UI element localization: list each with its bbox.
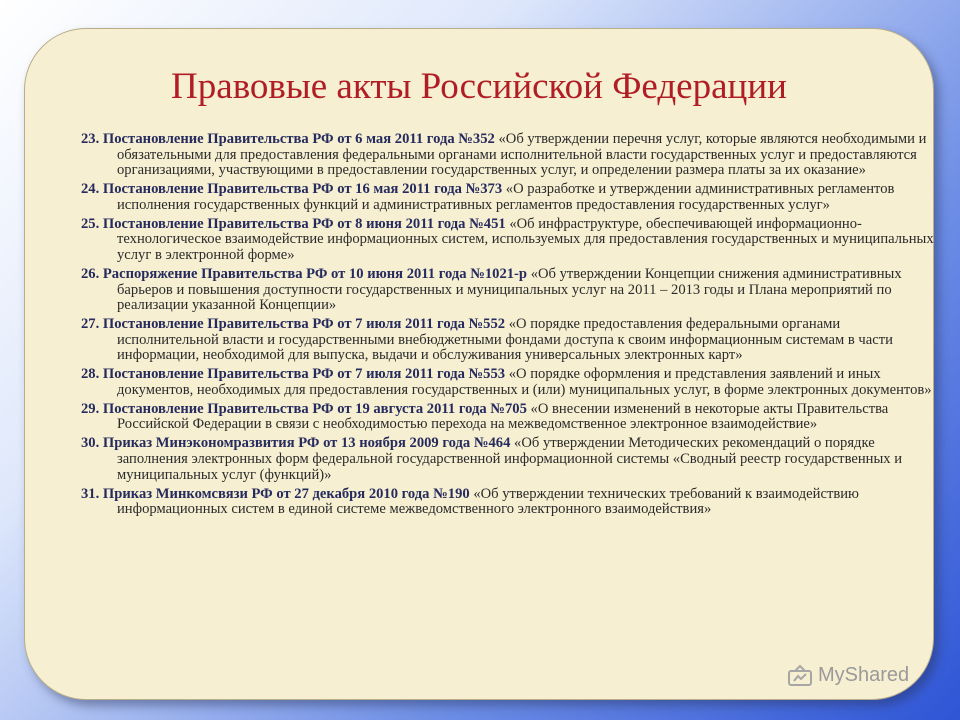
list-item xyxy=(81,267,937,314)
myshared-logo-icon xyxy=(788,664,812,686)
list-item xyxy=(81,436,937,483)
act-description: «Об инфраструктуре, обеспечивающей информационно-технологическое взаимодействие информационных систем, используемых для предоставления государственных и муниципальных услуг в электронной форме» xyxy=(117,215,934,263)
list-item xyxy=(81,132,937,179)
act-description: «О порядке оформления и представления заявлений и иных документов, необходимых для предоставления государственных и (или) муниципальных услуг, в форме электронных документов» xyxy=(117,366,932,398)
act-description: «О разработке и утверждении административных регламентов исполнения государственных функций и административных регламентов предоставления государственных услуг» xyxy=(117,181,895,213)
act-description: «О порядке предоставления федеральными органами исполнительной власти и государственными внебюджетными фондами доступа к своим информационным системам в части информации, необходимой для выпуска, выдачи и обслуживания универсальных электронных карт» xyxy=(117,316,893,364)
watermark-text: MyShared xyxy=(818,663,910,686)
act-heading: 26. Распоряжение Правительства РФ от 10 июня 2011 года №1021-р xyxy=(81,265,528,282)
act-description: «О внесении изменений в некоторые акты Правительства Российской Федерации в связи с необходимостью перехода на межведомственное электронное взаимодействие» xyxy=(117,400,889,433)
act-heading: 24. Постановление Правительства РФ от 16 мая 2011 года №373 xyxy=(81,181,503,198)
list-item xyxy=(81,367,937,398)
act-description: «Об утверждении перечня услуг, которые являются необходимыми и обязательными для предоставления федеральными органами исполнительной власти государственных услуг и предоставляются организациями, участвующими в предоставлении государственных услуг, и определении размера платы за их оказание» xyxy=(117,131,927,179)
slide-title: Правовые акты Российской Федерации xyxy=(171,66,787,107)
legal-acts-list xyxy=(81,132,937,521)
act-heading: 27. Постановление Правительства РФ от 7 июля 2011 года №552 xyxy=(81,316,506,333)
list-item xyxy=(81,182,937,213)
act-description: «Об утверждении Концепции снижения административных барьеров и повышения доступности государственных и муниципальных услуг на 2011 – 2013 годы и Плана мероприятий по реализации указанной Концепции» xyxy=(117,265,902,314)
myshared-watermark xyxy=(788,663,928,687)
list-item xyxy=(81,487,937,518)
list-item xyxy=(81,217,937,264)
act-heading: 29. Постановление Правительства РФ от 19 августа 2011 года №705 xyxy=(81,400,527,417)
act-heading: 31. Приказ Минкомсвязи РФ от 27 декабря 2010 года №190 xyxy=(81,485,470,502)
act-heading: 25. Постановление Правительства РФ от 8 июня 2011 года №451 xyxy=(81,215,506,232)
content-panel xyxy=(24,28,934,700)
act-heading: 30. Приказ Минэкономразвития РФ от 13 ноября 2009 года №464 xyxy=(81,435,511,452)
list-item xyxy=(81,317,937,364)
act-heading: 23. Постановление Правительства РФ от 6 мая 2011 года №352 xyxy=(81,131,495,147)
act-heading: 28. Постановление Правительства РФ от 7 июля 2011 года №553 xyxy=(81,366,506,383)
act-description: «Об утверждении технических требований к взаимодействию информационных систем в единой системе межведомственного электронного взаимодействия» xyxy=(117,485,859,518)
list-item xyxy=(81,402,937,433)
act-description: «Об утверждении Методических рекомендаций о порядке заполнения электронных форм федеральной государственной информационной системы «Сводный реестр государственных и муниципальных услуг (функций)» xyxy=(117,435,903,483)
